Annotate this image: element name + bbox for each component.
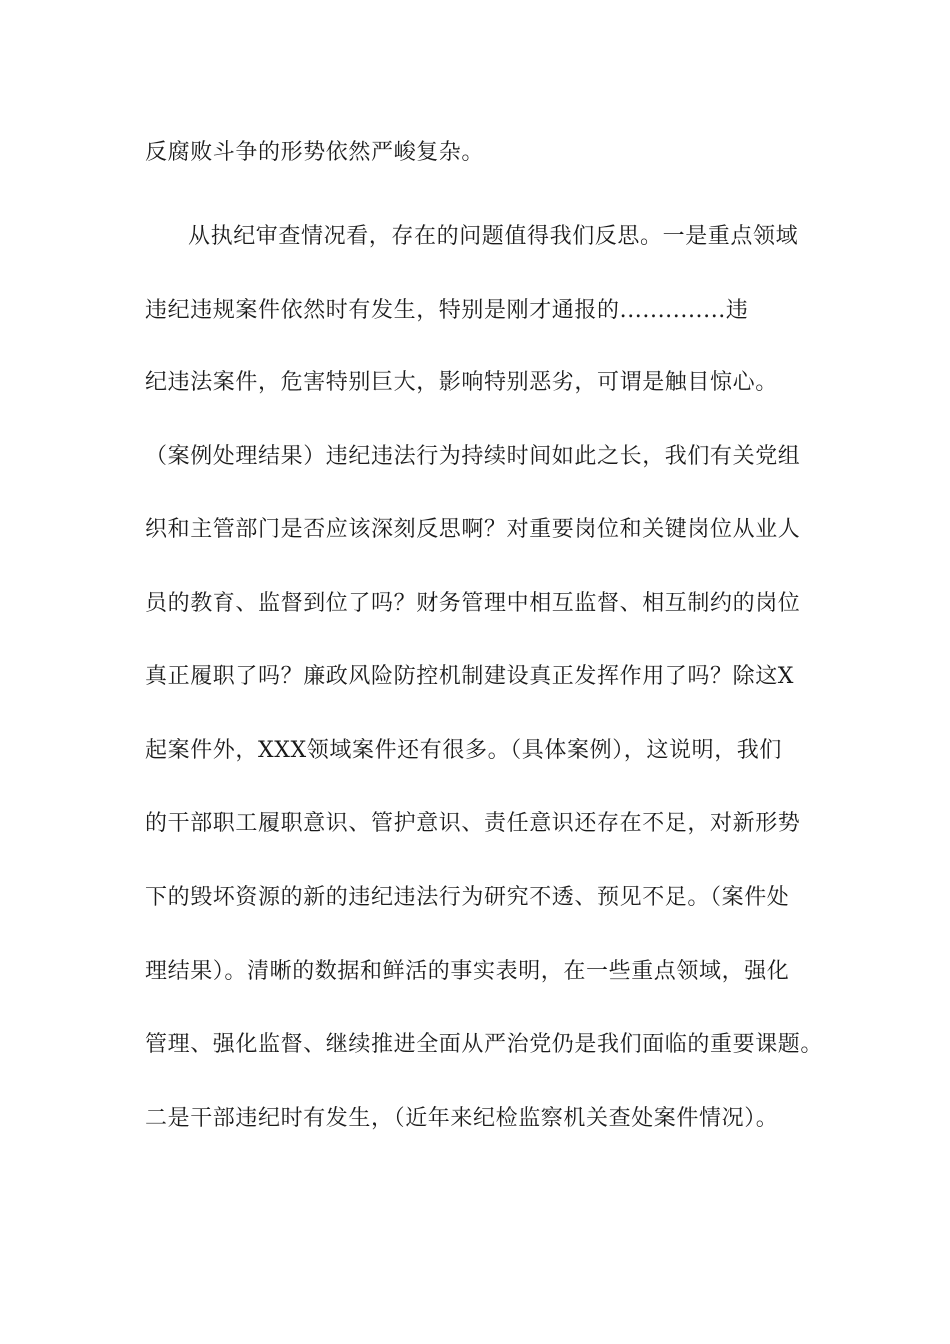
- text-line-11: 下的毁坏资源的新的违纪违法行为研究不透、预见不足。（案件处: [145, 885, 790, 910]
- text-line-5: （案例处理结果）违纪违法行为持续时间如此之长，我们有关党组: [145, 444, 801, 469]
- text-line-1: 反腐败斗争的形势依然严峻复杂。: [145, 140, 485, 165]
- text-line-8: 真正履职了吗？廉政风险防控机制建设真正发挥作用了吗？除这X: [145, 664, 795, 689]
- text-line-2: 从执纪审查情况看，存在的问题值得我们反思。一是重点领域: [188, 224, 799, 249]
- text-line-3: 违纪违规案件依然时有发生，特别是刚才通报的..............违: [145, 298, 749, 323]
- text-line-14: 二是干部违纪时有发生，（近年来纪检监察机关查处案件情况）。: [145, 1106, 779, 1131]
- text-line-12: 理结果）。清晰的数据和鲜活的事实表明，在一些重点领域，强化: [145, 959, 790, 984]
- text-line-4: 纪违法案件，危害特别巨大，影响特别恶劣，可谓是触目惊心。: [145, 370, 778, 395]
- text-line-7: 员的教育、监督到位了吗？财务管理中相互监督、相互制约的岗位: [145, 591, 801, 616]
- text-line-10: 的干部职工履职意识、管护意识、责任意识还存在不足，对新形势: [145, 811, 801, 836]
- text-line-6: 织和主管部门是否应该深刻反思啊？对重要岗位和关键岗位从业人: [145, 517, 801, 542]
- text-line-9: 起案件外，XXX领域案件还有很多。（具体案例），这说明，我们: [145, 738, 782, 763]
- text-line-13: 管理、强化监督、继续推进全面从严治党仍是我们面临的重要课题。: [145, 1032, 824, 1057]
